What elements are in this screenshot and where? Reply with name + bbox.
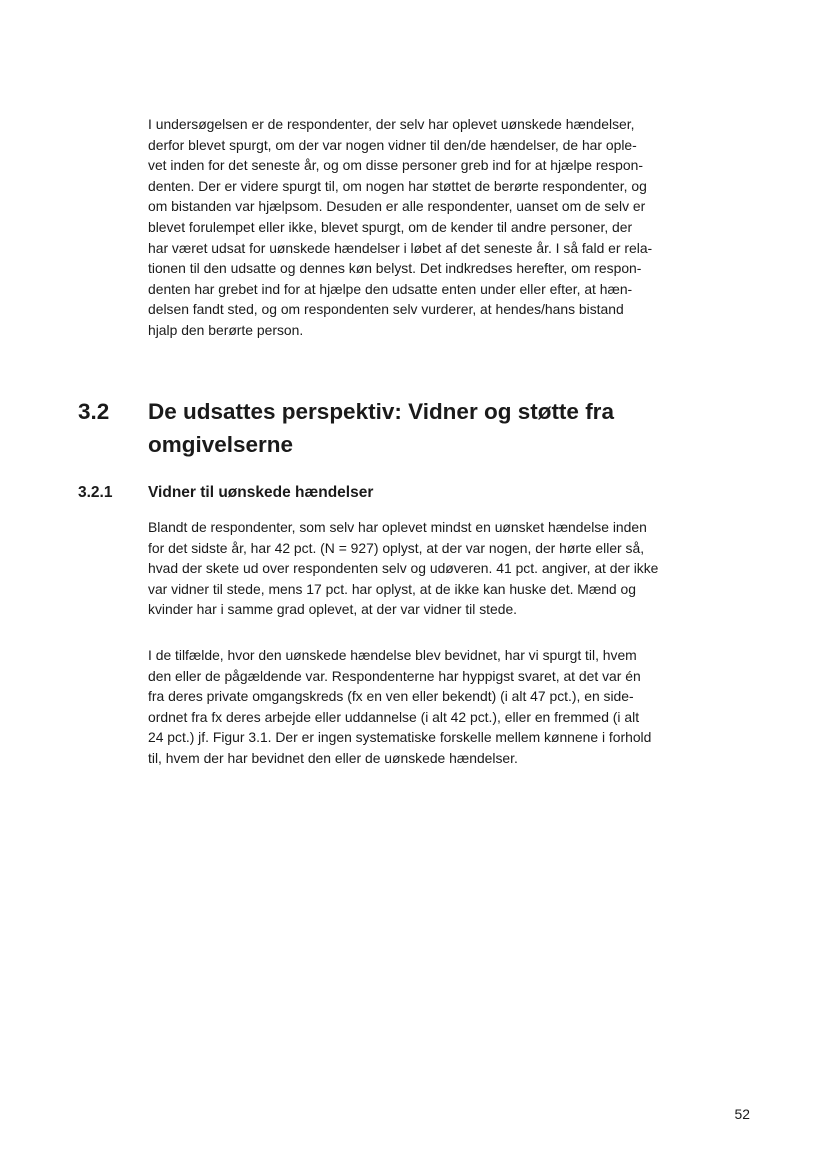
subsection-number: 3.2.1	[78, 484, 113, 501]
paragraph-line: 24 pct.) jf. Figur 3.1. Der er ingen systematiske forskelle mellem kønnene i forhold	[148, 729, 652, 746]
intro-line: vet inden for det seneste år, og om disse personer greb ind for at hjælpe respon-	[148, 157, 643, 174]
intro-line: hjalp den berørte person.	[148, 321, 304, 338]
subsection-paragraph-2	[148, 645, 708, 769]
paragraph-line: den eller de pågældende var. Respondenterne har hyppigst svaret, at det var én	[148, 667, 641, 684]
paragraph-line: ordnet fra fx deres arbejde eller uddannelse (i alt 42 pct.), eller en fremmed (i alt	[148, 708, 640, 725]
intro-line: derfor blevet spurgt, om der var nogen vidner til den/de hændelser, de har ople-	[148, 136, 637, 153]
paragraph-line: I de tilfælde, hvor den uønskede hændelse blev bevidnet, har vi spurgt til, hvem	[148, 647, 637, 663]
section-title-line: De udsattes perspektiv: Vidner og støtte fra	[148, 399, 614, 424]
page-number: 52	[734, 1106, 750, 1122]
paragraph-line: var vidner til stede, mens 17 pct. har oplyst, at de ikke kan huske det. Mænd og	[148, 580, 636, 597]
intro-line: har været udsat for uønskede hændelser i løbet af det seneste år. I så fald er rela-	[148, 239, 653, 256]
intro-line: I undersøgelsen er de respondenter, der selv har oplevet uønskede hændelser,	[148, 116, 635, 132]
intro-line: delsen fandt sted, og om respondenten selv vurderer, at hendes/hans bistand	[148, 301, 624, 318]
paragraph-line: til, hvem der har bevidnet den eller de uønskede hændelser.	[148, 749, 518, 766]
paragraph-line: for det sidste år, har 42 pct. (N = 927) oplyst, at der var nogen, der hørte eller så,	[148, 539, 645, 556]
subsection-title: Vidner til uønskede hændelser	[148, 484, 374, 501]
section-title-line: omgivelserne	[148, 432, 294, 457]
paragraph-line: kvinder har i samme grad oplevet, at der var vidner til stede.	[148, 601, 518, 618]
intro-line: denten har grebet ind for at hjælpe den udsatte enten under eller efter, at hæn-	[148, 280, 633, 297]
paragraph-line: fra deres private omgangskreds (fx en ven eller bekendt) (i alt 47 pct.), en side-	[148, 688, 634, 705]
subsection-paragraph-1	[148, 517, 708, 620]
section-title	[148, 395, 708, 461]
paragraph-line: Blandt de respondenter, som selv har oplevet mindst en uønsket hændelse inden	[148, 519, 647, 535]
intro-line: tionen til den udsatte og dennes køn belyst. Det indkredses herefter, om respon-	[148, 260, 642, 277]
intro-paragraph	[148, 114, 708, 341]
paragraph-line: hvad der skete ud over respondenten selv og udøveren. 41 pct. angiver, at der ikke	[148, 560, 659, 577]
intro-line: blevet forulempet eller ikke, blevet spurgt, om de kender til andre personer, der	[148, 218, 633, 235]
section-number: 3.2	[78, 399, 110, 424]
intro-line: om bistanden var hjælpsom. Desuden er alle respondenter, uanset om de selv er	[148, 198, 646, 215]
intro-line: denten. Der er videre spurgt til, om nogen har støttet de berørte respondenter, og	[148, 177, 647, 194]
